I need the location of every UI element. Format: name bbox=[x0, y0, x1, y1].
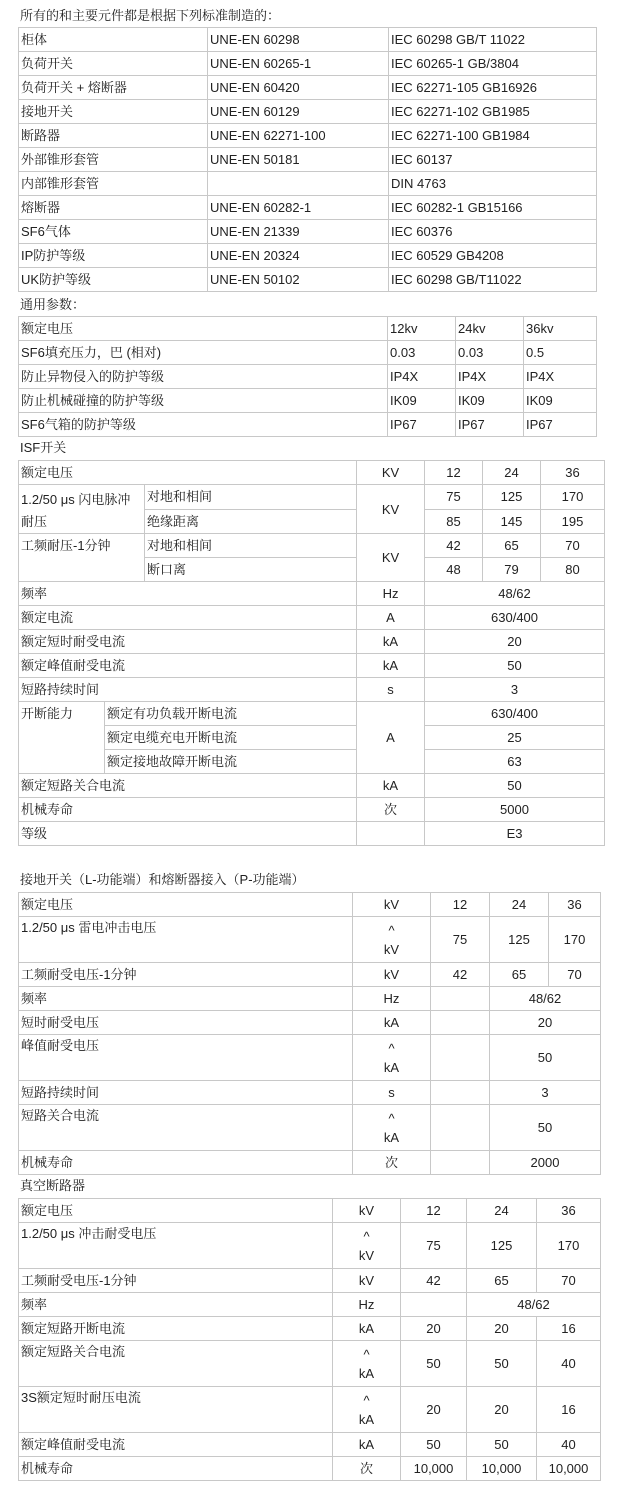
unit-cell bbox=[333, 1387, 401, 1433]
isf-row bbox=[19, 798, 605, 822]
param-cell: SF6填充压力，巴 (相对) bbox=[19, 341, 388, 365]
unit-cell: Hz bbox=[357, 582, 425, 606]
row-label: 额定电压 bbox=[19, 893, 353, 917]
value-cell: 70 bbox=[541, 534, 605, 558]
sub-label: 断口离 bbox=[145, 558, 357, 582]
value-cell: 40 bbox=[537, 1341, 601, 1387]
value-cell: 125 bbox=[483, 485, 541, 510]
empty-cell bbox=[431, 1151, 490, 1175]
caret-symbol: ^ bbox=[388, 922, 395, 938]
value-cell: 20 bbox=[401, 1317, 467, 1341]
value-cell: 2000 bbox=[490, 1151, 601, 1175]
isf-row bbox=[19, 822, 605, 846]
value-cell: 0.03 bbox=[456, 341, 524, 365]
value-cell: 125 bbox=[490, 917, 549, 963]
standards-row bbox=[19, 52, 597, 76]
iec-standard-cell: IEC 60298 GB/T 11022 bbox=[389, 28, 597, 52]
row-label: 额定电流 bbox=[19, 606, 357, 630]
row-label: 额定电压 bbox=[19, 461, 357, 485]
unit-cell: kA bbox=[357, 654, 425, 678]
general-row bbox=[19, 365, 597, 389]
value-cell: 50 bbox=[467, 1433, 537, 1457]
unit-cell: s bbox=[357, 678, 425, 702]
standards-caption: 所有的和主要元件都是根据下列标准制造的： bbox=[20, 8, 281, 23]
sub-label: 对地和相间 bbox=[145, 485, 357, 510]
iec-standard-cell: IEC 62271-102 GB1985 bbox=[389, 100, 597, 124]
isf-row bbox=[19, 774, 605, 798]
value-cell: 10,000 bbox=[467, 1457, 537, 1481]
isf-row-impulse bbox=[19, 485, 605, 510]
value-cell: 42 bbox=[401, 1269, 467, 1293]
value-cell: IK09 bbox=[524, 389, 597, 413]
row-label: 1.2/50 μs 雷电冲击电压 bbox=[19, 917, 353, 963]
param-cell: 防止机械碰撞的防护等级 bbox=[19, 389, 388, 413]
row-label: 工频耐压-1分钟 bbox=[19, 534, 145, 582]
standards-row bbox=[19, 172, 597, 196]
row-label: 峰值耐受电压 bbox=[19, 1035, 353, 1081]
value-cell: 36kv bbox=[524, 317, 597, 341]
vcb-table bbox=[18, 1198, 601, 1481]
unit-cell bbox=[353, 1105, 431, 1151]
isf-row-breaking bbox=[19, 702, 605, 726]
value-cell: 10,000 bbox=[537, 1457, 601, 1481]
sub-label: 绝缘距离 bbox=[145, 509, 357, 534]
une-standard-cell: UNE-EN 60282-1 bbox=[208, 196, 389, 220]
value-cell: 5000 bbox=[425, 798, 605, 822]
sub-label: 额定接地故障开断电流 bbox=[105, 750, 357, 774]
value-cell: 20 bbox=[425, 630, 605, 654]
value-cell: 48 bbox=[425, 558, 483, 582]
value-cell: 65 bbox=[490, 963, 549, 987]
param-cell: 防止异物侵入的防护等级 bbox=[19, 365, 388, 389]
value-cell: 12 bbox=[401, 1199, 467, 1223]
value-cell: 70 bbox=[537, 1269, 601, 1293]
unit-cell: kV bbox=[333, 1199, 401, 1223]
isf-row-breaking-c bbox=[19, 750, 605, 774]
iec-standard-cell: IEC 60298 GB/T11022 bbox=[389, 268, 597, 292]
row-label: 工频耐受电压-1分钟 bbox=[19, 963, 353, 987]
earth-row bbox=[19, 1105, 601, 1151]
unit-cell: 次 bbox=[333, 1457, 401, 1481]
isf-row bbox=[19, 678, 605, 702]
value-cell: IP4X bbox=[524, 365, 597, 389]
row-label: 短路关合电流 bbox=[19, 1105, 353, 1151]
row-label: 短路持续时间 bbox=[19, 1081, 353, 1105]
une-standard-cell: UNE-EN 60265-1 bbox=[208, 52, 389, 76]
row-label: 机械寿命 bbox=[19, 1457, 333, 1481]
row-label: 短时耐受电压 bbox=[19, 1011, 353, 1035]
isf-caption: ISF开关 bbox=[20, 440, 67, 455]
value-cell: 36 bbox=[541, 461, 605, 485]
value-cell: 10,000 bbox=[401, 1457, 467, 1481]
unit-cell: kA bbox=[333, 1317, 401, 1341]
component-cell: SF6气体 bbox=[19, 220, 208, 244]
sub-label: 额定电缆充电开断电流 bbox=[105, 726, 357, 750]
value-cell: 42 bbox=[425, 534, 483, 558]
value-cell: 12 bbox=[425, 461, 483, 485]
empty-cell bbox=[401, 1293, 467, 1317]
row-label: 机械寿命 bbox=[19, 798, 357, 822]
value-cell: 63 bbox=[425, 750, 605, 774]
row-label: 额定短路关合电流 bbox=[19, 774, 357, 798]
caret-symbol: ^ bbox=[363, 1346, 370, 1362]
unit-cell: KV bbox=[357, 534, 425, 582]
unit-cell: kA bbox=[357, 630, 425, 654]
value-cell: 50 bbox=[467, 1341, 537, 1387]
value-cell: 20 bbox=[467, 1317, 537, 1341]
une-standard-cell: UNE-EN 50102 bbox=[208, 268, 389, 292]
isf-row bbox=[19, 606, 605, 630]
une-standard-cell: UNE-EN 20324 bbox=[208, 244, 389, 268]
isf-row-power-frequency bbox=[19, 534, 605, 558]
value-cell: 42 bbox=[431, 963, 490, 987]
row-label: 额定短路关合电流 bbox=[19, 1341, 333, 1387]
row-label: 频率 bbox=[19, 1293, 333, 1317]
standards-row bbox=[19, 244, 597, 268]
caret-symbol: ^ bbox=[388, 1040, 395, 1056]
general-caption: 通用参数： bbox=[20, 297, 86, 312]
value-cell: 24kv bbox=[456, 317, 524, 341]
value-cell: IK09 bbox=[388, 389, 456, 413]
empty-cell bbox=[431, 1035, 490, 1081]
unit-cell: Hz bbox=[353, 987, 431, 1011]
component-cell: 柜体 bbox=[19, 28, 208, 52]
une-standard-cell: UNE-EN 60298 bbox=[208, 28, 389, 52]
value-cell: IP67 bbox=[524, 413, 597, 437]
value-cell: IP67 bbox=[388, 413, 456, 437]
row-label: 机械寿命 bbox=[19, 1151, 353, 1175]
iec-standard-cell: IEC 60137 bbox=[389, 148, 597, 172]
vcb-caption: 真空断路器 bbox=[20, 1178, 86, 1193]
isf-row bbox=[19, 630, 605, 654]
value-cell: 50 bbox=[401, 1433, 467, 1457]
unit-text: kA bbox=[383, 1059, 400, 1075]
general-table bbox=[18, 316, 597, 437]
value-cell: 170 bbox=[549, 917, 601, 963]
value-cell: 170 bbox=[541, 485, 605, 510]
component-cell: 断路器 bbox=[19, 124, 208, 148]
value-cell: 36 bbox=[537, 1199, 601, 1223]
unit-cell: kA bbox=[353, 1011, 431, 1035]
une-standard-cell: UNE-EN 60420 bbox=[208, 76, 389, 100]
component-cell: UK防护等级 bbox=[19, 268, 208, 292]
row-label: 3S额定短时耐压电流 bbox=[19, 1387, 333, 1433]
iec-standard-cell: IEC 60529 GB4208 bbox=[389, 244, 597, 268]
value-cell: 20 bbox=[490, 1011, 601, 1035]
sub-label: 额定有功负载开断电流 bbox=[105, 702, 357, 726]
earth-row bbox=[19, 917, 601, 963]
unit-cell bbox=[357, 822, 425, 846]
earth-row bbox=[19, 1035, 601, 1081]
row-label: 等级 bbox=[19, 822, 357, 846]
value-cell: IP4X bbox=[456, 365, 524, 389]
earth-row bbox=[19, 1081, 601, 1105]
vcb-row bbox=[19, 1223, 601, 1269]
sub-label: 对地和相间 bbox=[145, 534, 357, 558]
value-cell: 40 bbox=[537, 1433, 601, 1457]
isf-table bbox=[18, 460, 605, 846]
component-cell: IP防护等级 bbox=[19, 244, 208, 268]
isf-row bbox=[19, 582, 605, 606]
unit-cell bbox=[353, 1035, 431, 1081]
value-cell: 0.5 bbox=[524, 341, 597, 365]
unit-cell: kA bbox=[333, 1433, 401, 1457]
vcb-row bbox=[19, 1293, 601, 1317]
une-standard-cell: UNE-EN 62271-100 bbox=[208, 124, 389, 148]
row-label: 额定电压 bbox=[19, 1199, 333, 1223]
value-cell: 36 bbox=[549, 893, 601, 917]
standards-row bbox=[19, 148, 597, 172]
standards-row bbox=[19, 28, 597, 52]
component-cell: 外部锥形套管 bbox=[19, 148, 208, 172]
vcb-row bbox=[19, 1457, 601, 1481]
standards-row bbox=[19, 220, 597, 244]
une-standard-cell bbox=[208, 172, 389, 196]
value-cell: 65 bbox=[467, 1269, 537, 1293]
value-cell: 75 bbox=[401, 1223, 467, 1269]
earth-row bbox=[19, 1011, 601, 1035]
caret-symbol: ^ bbox=[363, 1392, 370, 1408]
value-cell: 25 bbox=[425, 726, 605, 750]
row-label: 频率 bbox=[19, 987, 353, 1011]
standards-row bbox=[19, 100, 597, 124]
vcb-row bbox=[19, 1199, 601, 1223]
unit-text: kA bbox=[383, 1129, 400, 1145]
unit-cell: s bbox=[353, 1081, 431, 1105]
value-cell: IP67 bbox=[456, 413, 524, 437]
standards-row bbox=[19, 196, 597, 220]
unit-text: kA bbox=[358, 1411, 375, 1427]
unit-text: kV bbox=[383, 941, 400, 957]
row-label: 额定短路开断电流 bbox=[19, 1317, 333, 1341]
unit-cell: kV bbox=[333, 1269, 401, 1293]
caret-symbol: ^ bbox=[363, 1228, 370, 1244]
value-cell: 80 bbox=[541, 558, 605, 582]
row-label: 开断能力 bbox=[19, 702, 105, 774]
unit-cell: KV bbox=[357, 461, 425, 485]
general-row bbox=[19, 317, 597, 341]
value-cell: 50 bbox=[490, 1105, 601, 1151]
component-cell: 内部锥形套管 bbox=[19, 172, 208, 196]
value-cell: 50 bbox=[425, 774, 605, 798]
value-cell: 0.03 bbox=[388, 341, 456, 365]
value-cell: 16 bbox=[537, 1387, 601, 1433]
unit-cell: kV bbox=[353, 963, 431, 987]
empty-cell bbox=[431, 1105, 490, 1151]
unit-cell: A bbox=[357, 702, 425, 774]
earth-row bbox=[19, 963, 601, 987]
general-row bbox=[19, 413, 597, 437]
vcb-row bbox=[19, 1317, 601, 1341]
value-cell: IP4X bbox=[388, 365, 456, 389]
value-cell: 79 bbox=[483, 558, 541, 582]
une-standard-cell: UNE-EN 60129 bbox=[208, 100, 389, 124]
value-cell: 48/62 bbox=[425, 582, 605, 606]
component-cell: 熔断器 bbox=[19, 196, 208, 220]
earth-table bbox=[18, 892, 601, 1175]
unit-text: kA bbox=[358, 1365, 375, 1381]
value-cell: 48/62 bbox=[490, 987, 601, 1011]
unit-cell bbox=[333, 1341, 401, 1387]
unit-cell: 次 bbox=[353, 1151, 431, 1175]
standards-table bbox=[18, 27, 597, 292]
value-cell: 16 bbox=[537, 1317, 601, 1341]
iec-standard-cell: IEC 60376 bbox=[389, 220, 597, 244]
general-row bbox=[19, 341, 597, 365]
row-label: 额定峰值耐受电流 bbox=[19, 654, 357, 678]
unit-cell bbox=[333, 1223, 401, 1269]
unit-text: kV bbox=[358, 1247, 375, 1263]
value-cell: E3 bbox=[425, 822, 605, 846]
standards-row bbox=[19, 76, 597, 100]
row-label: 短路持续时间 bbox=[19, 678, 357, 702]
unit-cell: 次 bbox=[357, 798, 425, 822]
value-cell: 65 bbox=[483, 534, 541, 558]
une-standard-cell: UNE-EN 21339 bbox=[208, 220, 389, 244]
component-cell: 负荷开关 bbox=[19, 52, 208, 76]
row-label: 额定峰值耐受电流 bbox=[19, 1433, 333, 1457]
iec-standard-cell: DIN 4763 bbox=[389, 172, 597, 196]
value-cell: 125 bbox=[467, 1223, 537, 1269]
value-cell: 20 bbox=[467, 1387, 537, 1433]
unit-cell: Hz bbox=[333, 1293, 401, 1317]
value-cell: 170 bbox=[537, 1223, 601, 1269]
unit-cell: KV bbox=[357, 485, 425, 534]
empty-cell bbox=[431, 1011, 490, 1035]
standards-row bbox=[19, 124, 597, 148]
value-cell: 48/62 bbox=[467, 1293, 601, 1317]
une-standard-cell: UNE-EN 50181 bbox=[208, 148, 389, 172]
iec-standard-cell: IEC 60282-1 GB15166 bbox=[389, 196, 597, 220]
row-label: 1.2/50 μs 冲击耐受电压 bbox=[19, 1223, 333, 1269]
unit-cell: kA bbox=[357, 774, 425, 798]
iec-standard-cell: IEC 60265-1 GB/3804 bbox=[389, 52, 597, 76]
param-cell: SF6气箱的防护等级 bbox=[19, 413, 388, 437]
value-cell: 145 bbox=[483, 509, 541, 534]
caret-symbol: ^ bbox=[388, 1110, 395, 1126]
isf-row bbox=[19, 654, 605, 678]
value-cell: 50 bbox=[490, 1035, 601, 1081]
earth-row bbox=[19, 893, 601, 917]
value-cell: 50 bbox=[425, 654, 605, 678]
unit-cell: kV bbox=[353, 893, 431, 917]
isf-row-rated-voltage bbox=[19, 461, 605, 485]
value-cell: 24 bbox=[483, 461, 541, 485]
empty-cell bbox=[431, 1081, 490, 1105]
unit-cell bbox=[353, 917, 431, 963]
value-cell: 50 bbox=[401, 1341, 467, 1387]
value-cell: 3 bbox=[490, 1081, 601, 1105]
empty-cell bbox=[431, 987, 490, 1011]
value-cell: 20 bbox=[401, 1387, 467, 1433]
value-cell: 12kv bbox=[388, 317, 456, 341]
iec-standard-cell: IEC 62271-100 GB1984 bbox=[389, 124, 597, 148]
vcb-row bbox=[19, 1341, 601, 1387]
standards-row bbox=[19, 268, 597, 292]
vcb-row bbox=[19, 1433, 601, 1457]
earth-caption: 接地开关（L-功能端）和熔断器接入（P-功能端） bbox=[20, 872, 305, 887]
value-cell: 24 bbox=[467, 1199, 537, 1223]
value-cell: 75 bbox=[425, 485, 483, 510]
earth-row bbox=[19, 987, 601, 1011]
value-cell: 630/400 bbox=[425, 606, 605, 630]
iec-standard-cell: IEC 62271-105 GB16926 bbox=[389, 76, 597, 100]
row-label: 1.2/50 μs 闪电脉冲耐压 bbox=[19, 485, 145, 534]
value-cell: 195 bbox=[541, 509, 605, 534]
value-cell: 12 bbox=[431, 893, 490, 917]
value-cell: IK09 bbox=[456, 389, 524, 413]
unit-cell: A bbox=[357, 606, 425, 630]
value-cell: 75 bbox=[431, 917, 490, 963]
component-cell: 接地开关 bbox=[19, 100, 208, 124]
value-cell: 630/400 bbox=[425, 702, 605, 726]
row-label: 频率 bbox=[19, 582, 357, 606]
vcb-row bbox=[19, 1269, 601, 1293]
value-cell: 85 bbox=[425, 509, 483, 534]
component-cell: 负荷开关 + 熔断器 bbox=[19, 76, 208, 100]
general-row bbox=[19, 389, 597, 413]
vcb-row bbox=[19, 1387, 601, 1433]
value-cell: 70 bbox=[549, 963, 601, 987]
param-cell: 额定电压 bbox=[19, 317, 388, 341]
row-label: 额定短时耐受电流 bbox=[19, 630, 357, 654]
isf-row-breaking-b bbox=[19, 726, 605, 750]
earth-row bbox=[19, 1151, 601, 1175]
value-cell: 24 bbox=[490, 893, 549, 917]
row-label: 工频耐受电压-1分钟 bbox=[19, 1269, 333, 1293]
value-cell: 3 bbox=[425, 678, 605, 702]
